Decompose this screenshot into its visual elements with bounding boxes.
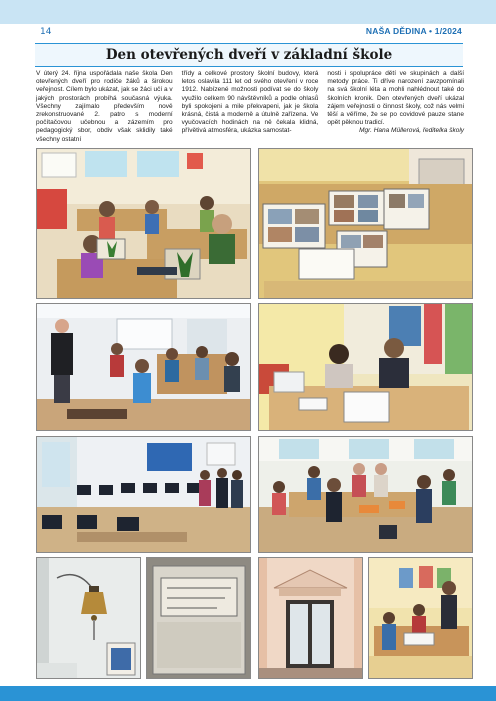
photo-group-work-class — [258, 436, 473, 553]
top-band — [0, 0, 496, 24]
photo-boys-at-desk — [368, 557, 473, 679]
issue-label: NAŠA DĚDINA • 1/2024 — [365, 26, 462, 36]
photo-girls-at-desk — [258, 303, 473, 431]
article-title-bar — [35, 43, 463, 67]
photo-computer-lab — [36, 436, 251, 553]
article-signature: Mgr. Hana Müllerová, ředitelka školy — [359, 127, 465, 135]
photo-school-chronicles — [258, 148, 473, 299]
article-column-3 — [327, 70, 464, 144]
photo-school-bell — [36, 557, 141, 679]
page-number: 14 — [40, 27, 52, 37]
bottom-band — [0, 686, 496, 701]
article-body — [36, 70, 464, 144]
column-1-text: V úterý 24. října uspořádala naše škola Den otevřených dveří pro rodiče žáků a širokou veřejnost. Cílem bylo ukázat, jak se žáci učí a v jakých prostorách probíhá současná výuka. Všechny zajímalo především nově zrekonstruované 2. patro s moderní počítačovou učebnou a zázemím pro pedagogický sbor, obdiv však sklidily také všechny ostatní — [36, 70, 173, 143]
photo-teacher-class — [36, 303, 251, 431]
photo-classroom-children — [36, 148, 251, 299]
article-title: Den otevřených dveří v základní škole — [105, 47, 393, 63]
photo-chronicle-book — [146, 557, 251, 679]
photo-school-entrance — [258, 557, 363, 679]
column-2-text: třídy a celkové prostory školní budovy, která letos oslavila 111 let od svého otevření v roce 1912. Nabízené možnosti podívat se do školy využilo celkem 90 návštěvníků a podle ohlasů byli spokojeni a mile překvapeni, jak je škola krásná, čistá a moderně a útulně zařízena. Ve vyučovacích hodinách na ně čekala klidná, přívětivá atmosféra, ukázka samostat- — [181, 70, 319, 135]
column-3-text: nosti i spolupráce dětí ve skupinách a další metody práce. Ti dříve narození zavzpomínali na svá školní léta a mohli nahlédnout také do školních kronik. Den otevřených dveří ukázal zájem veřejnosti o činnost školy, což nás velmi těší a věříme, že se po covidové pauze stane opět pěknou tradicí. — [327, 70, 465, 127]
article-column-1 — [36, 70, 173, 144]
article-column-2 — [182, 70, 319, 144]
